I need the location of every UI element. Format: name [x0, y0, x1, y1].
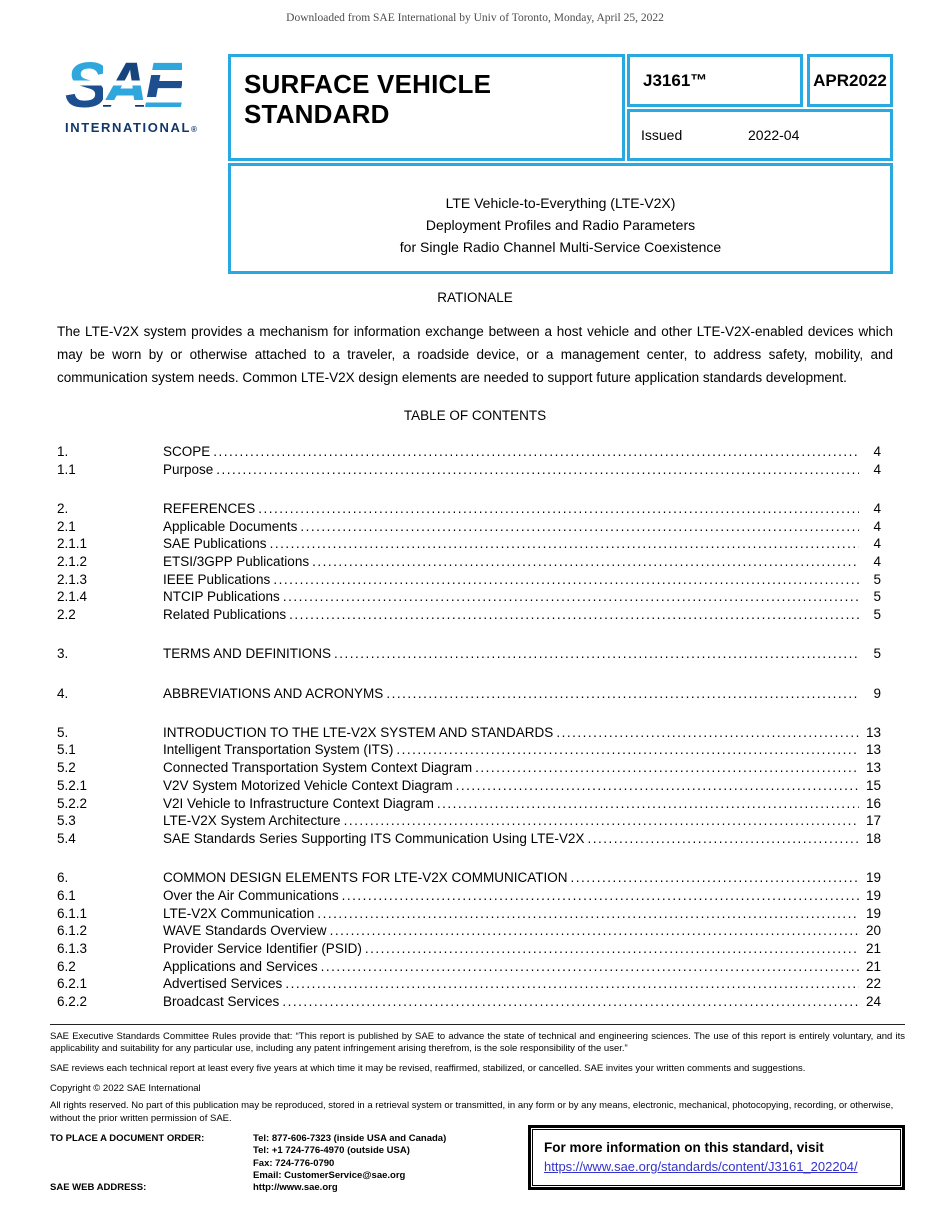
contact-tel-usa: Tel: 877-606-7323 (inside USA and Canada) [253, 1133, 447, 1145]
rationale-heading: RATIONALE [437, 290, 513, 305]
issued-box [627, 109, 893, 161]
toc-section-number: 2.1.2 [57, 554, 88, 570]
toc-section-number: 6.2.1 [57, 976, 88, 992]
toc-heading: TABLE OF CONTENTS [403, 408, 547, 423]
toc-section-number: 6.1.3 [57, 940, 88, 956]
toc-row [57, 724, 881, 742]
toc-row [57, 588, 881, 606]
sae-logo-letter-e: E [143, 49, 182, 121]
toc-row [57, 553, 881, 571]
toc-page-number: 13 [865, 742, 881, 758]
toc-row [57, 958, 881, 976]
doc-title-box [228, 163, 893, 274]
doc-title-line-3: for Single Radio Channel Multi-Service Coexistence [399, 239, 722, 255]
toc-section-title: IEEE Publications [163, 571, 271, 587]
toc-section-number: 5.3 [57, 813, 76, 829]
order-label: TO PLACE A DOCUMENT ORDER: [50, 1133, 205, 1145]
toc-section-number: 6.1.1 [57, 905, 88, 921]
toc-row [57, 869, 881, 887]
toc-section-number: 6.2.2 [57, 994, 88, 1010]
toc-section-number: 5.2.2 [57, 795, 88, 811]
more-info-box-inner [532, 1129, 901, 1186]
toc-page-number: 4 [873, 536, 881, 552]
toc-section-title: Related Publications [163, 607, 287, 623]
sae-logo-letter-s: S [65, 49, 103, 121]
more-info-box [528, 1125, 905, 1190]
toc-dot-leader [587, 830, 859, 848]
toc-section-number: 5.2.1 [57, 777, 88, 793]
toc-section-number: 6. [57, 870, 69, 886]
toc-row [57, 606, 881, 624]
toc-section-number: 2.1.4 [57, 589, 88, 605]
toc-dot-leader [300, 518, 859, 536]
toc-section-number: 5.4 [57, 830, 76, 846]
toc-row [57, 905, 881, 923]
toc-dot-leader [396, 741, 859, 759]
toc-dot-leader [321, 958, 859, 976]
toc-dot-leader [283, 588, 859, 606]
toc-section-title: Provider Service Identifier (PSID) [163, 940, 362, 956]
toc-dot-leader [213, 443, 859, 461]
toc-dot-leader [344, 812, 859, 830]
toc-row [57, 535, 881, 553]
toc-section-title: Broadcast Services [163, 994, 280, 1010]
toc-row [57, 685, 881, 703]
toc-section-number: 5.2 [57, 760, 76, 776]
toc-section-number: 2.1.3 [57, 571, 88, 587]
rights-reserved-line: All rights reserved. No part of this publication may be reproduced, stored in a retrieval system or transmitted, in any form or by any means, electronic, mechanical, photocopying, recording, or otherwise, without the prior written permission of SAE. [50, 1100, 894, 1124]
toc-page-number: 5 [873, 589, 881, 605]
toc-page-number: 4 [873, 500, 881, 516]
doc-type-box [228, 54, 625, 161]
toc-dot-leader [456, 777, 859, 795]
doc-date: APR2022 [813, 70, 887, 90]
toc-page-number: 13 [865, 760, 881, 776]
footer-committee-rules: SAE Executive Standards Committee Rules provide that: “This report is published by SAE to advance the state of technical and engineering sciences. The use of this report is entirely voluntary, and its applicability and suitability for any particular use, including any patent infringement arising therefrom, is the sole responsibility of the user.” [50, 1030, 905, 1055]
contact-tel-outside: Tel: +1 724-776-4970 (outside USA) [253, 1145, 410, 1157]
toc-section-title: COMMON DESIGN ELEMENTS FOR LTE-V2X COMMUNICATION [163, 870, 568, 886]
toc-section-number: 6.2 [57, 958, 76, 974]
toc-page-number: 9 [873, 685, 881, 701]
toc-section-title: LTE-V2X Communication [163, 905, 315, 921]
toc-row [57, 993, 881, 1011]
toc-row [57, 777, 881, 795]
toc-section-number: 6.1 [57, 887, 76, 903]
header-box-grid [228, 54, 893, 274]
toc-dot-leader [571, 869, 859, 887]
toc-page-number: 22 [865, 976, 881, 992]
toc-section-title: Advertised Services [163, 976, 283, 992]
sae-logo-wordmark [65, 49, 237, 121]
toc-section-number: 2.1 [57, 518, 76, 534]
toc-list [57, 443, 893, 1011]
toc-row [57, 830, 881, 848]
toc-row [57, 518, 881, 536]
toc-dot-leader [285, 975, 859, 993]
toc-dot-leader [258, 500, 859, 518]
toc-page-number: 4 [873, 518, 881, 534]
toc-section-number: 5. [57, 724, 69, 740]
toc-section-title: ABBREVIATIONS AND ACRONYMS [163, 685, 384, 701]
toc-section-title: SAE Standards Series Supporting ITS Communication Using LTE-V2X [163, 830, 585, 846]
toc-section-title: INTRODUCTION TO THE LTE-V2X SYSTEM AND STANDARDS [163, 724, 554, 740]
toc-page-number: 4 [873, 554, 881, 570]
toc-dot-leader [365, 940, 859, 958]
toc-page-number: 24 [865, 994, 881, 1010]
toc-row [57, 812, 881, 830]
issued-date: 2022-04 [748, 127, 800, 143]
doc-date-box [807, 54, 893, 107]
order-labels-column [50, 1133, 253, 1194]
toc-page-number: 20 [865, 923, 881, 939]
toc-section-title: NTCIP Publications [163, 589, 280, 605]
toc-dot-leader [330, 922, 859, 940]
toc-page-number: 21 [865, 940, 881, 956]
toc-dot-leader [270, 535, 859, 553]
toc-dot-leader [342, 887, 859, 905]
toc-row [57, 975, 881, 993]
toc-section-number: 2. [57, 500, 69, 516]
toc-section-title: REFERENCES [163, 500, 256, 516]
toc-section-title: Connected Transportation System Context Diagram [163, 760, 473, 776]
toc-section-title: Applicable Documents [163, 518, 298, 534]
sae-logo [65, 49, 237, 135]
toc-page-number: 19 [865, 870, 881, 886]
toc-row [57, 922, 881, 940]
download-watermark: Downloaded from SAE International by Univ of Toronto, Monday, April 25, 2022 [286, 12, 664, 24]
toc-section-title: ETSI/3GPP Publications [163, 554, 310, 570]
toc-section-title: SAE Publications [163, 536, 267, 552]
doc-type-title: SURFACE VEHICLE STANDARD [244, 69, 492, 129]
toc-page-number: 4 [873, 461, 881, 477]
toc-row [57, 645, 881, 663]
toc-row [57, 940, 881, 958]
issued-label: Issued [641, 127, 683, 143]
toc-section-title: LTE-V2X System Architecture [163, 813, 341, 829]
doc-title-line-2: Deployment Profiles and Radio Parameters [425, 217, 696, 233]
rationale-paragraph: The LTE-V2X system provides a mechanism for information exchange between a host vehicle and other LTE-V2X-enabled devices which may be worn by or otherwise attached to a traveler, a roadside device, or a management center, to address safety, mobility, and communication system needs. Common LTE-V2X design elements are needed to support future application standards development. [57, 324, 893, 385]
registered-trademark-icon: ® [191, 125, 197, 134]
toc-row [57, 571, 881, 589]
toc-dot-leader [312, 553, 859, 571]
toc-row [57, 759, 881, 777]
toc-row [57, 741, 881, 759]
toc-row [57, 887, 881, 905]
toc-row [57, 500, 881, 518]
toc-section-title: Intelligent Transportation System (ITS) [163, 742, 394, 758]
more-info-text: For more information on this standard, visit [544, 1139, 824, 1155]
toc-dot-leader [273, 571, 859, 589]
toc-dot-leader [289, 606, 859, 624]
toc-section-title: Applications and Services [163, 958, 318, 974]
toc-dot-leader [475, 759, 859, 777]
toc-section-number: 2.2 [57, 607, 76, 623]
toc-page-number: 15 [865, 777, 881, 793]
toc-page-number: 19 [865, 905, 881, 921]
toc-row [57, 795, 881, 813]
toc-page-number: 5 [873, 607, 881, 623]
contact-email: Email: CustomerService@sae.org [253, 1169, 406, 1181]
toc-section-title: Purpose [163, 461, 214, 477]
toc-section-title: WAVE Standards Overview [163, 923, 327, 939]
contact-column [253, 1133, 446, 1194]
toc-page-number: 21 [865, 958, 881, 974]
toc-section-number: 5.1 [57, 742, 76, 758]
toc-dot-leader [556, 724, 859, 742]
toc-dot-leader [386, 685, 859, 703]
toc-page-number: 4 [873, 444, 881, 459]
toc-section-number: 2.1.1 [57, 536, 88, 552]
toc-dot-leader [437, 795, 859, 813]
sae-web-url: http://www.sae.org [253, 1182, 338, 1194]
sae-logo-international [65, 120, 237, 135]
toc-page-number: 18 [865, 830, 881, 846]
doc-title-line-1: LTE Vehicle-to-Everything (LTE-V2X) [445, 195, 676, 211]
sae-logo-letter-a: A [102, 49, 144, 121]
toc-section-number: 1. [57, 444, 69, 459]
sae-logo-international-text: INTERNATIONAL [65, 120, 191, 135]
toc-page-number: 17 [865, 813, 881, 829]
toc-section-number: 1.1 [57, 461, 76, 477]
toc-dot-leader [216, 461, 859, 479]
document-header [57, 49, 893, 274]
doc-number-box [627, 54, 803, 107]
footer-review-note: SAE reviews each technical report at least every five years at which time it may be revised, reaffirmed, stabilized, or cancelled. SAE invites your written comments and suggestions. [50, 1062, 806, 1074]
toc-dot-leader [334, 645, 859, 663]
document-order-block [50, 1133, 520, 1194]
toc-page-number: 19 [865, 887, 881, 903]
web-address-label: SAE WEB ADDRESS: [50, 1182, 147, 1194]
toc-page-number: 13 [865, 724, 881, 740]
toc-dot-leader [282, 993, 859, 1011]
doc-number: J3161™ [643, 70, 708, 90]
toc-page-number: 16 [865, 795, 881, 811]
toc-page-number: 5 [873, 571, 881, 587]
toc-section-title: V2I Vehicle to Infrastructure Context Diagram [163, 795, 434, 811]
contact-fax: Fax: 724-776-0790 [253, 1157, 335, 1169]
toc-dot-leader [317, 905, 859, 923]
toc-section-number: 3. [57, 646, 69, 662]
page-footer [50, 1024, 905, 1195]
toc-row [57, 461, 881, 479]
standard-content-link[interactable]: https://www.sae.org/standards/content/J3161_202204/ [544, 1158, 858, 1174]
toc-section-title: SCOPE [163, 444, 211, 459]
toc-section-title: TERMS AND DEFINITIONS [163, 646, 332, 662]
toc-row [57, 443, 881, 461]
toc-section-title: V2V System Motorized Vehicle Context Diagram [163, 777, 453, 793]
copyright-line: Copyright © 2022 SAE International [50, 1083, 201, 1095]
toc-section-number: 6.1.2 [57, 923, 88, 939]
toc-page-number: 5 [873, 646, 881, 662]
toc-section-title: Over the Air Communications [163, 887, 339, 903]
toc-section-number: 4. [57, 685, 69, 701]
